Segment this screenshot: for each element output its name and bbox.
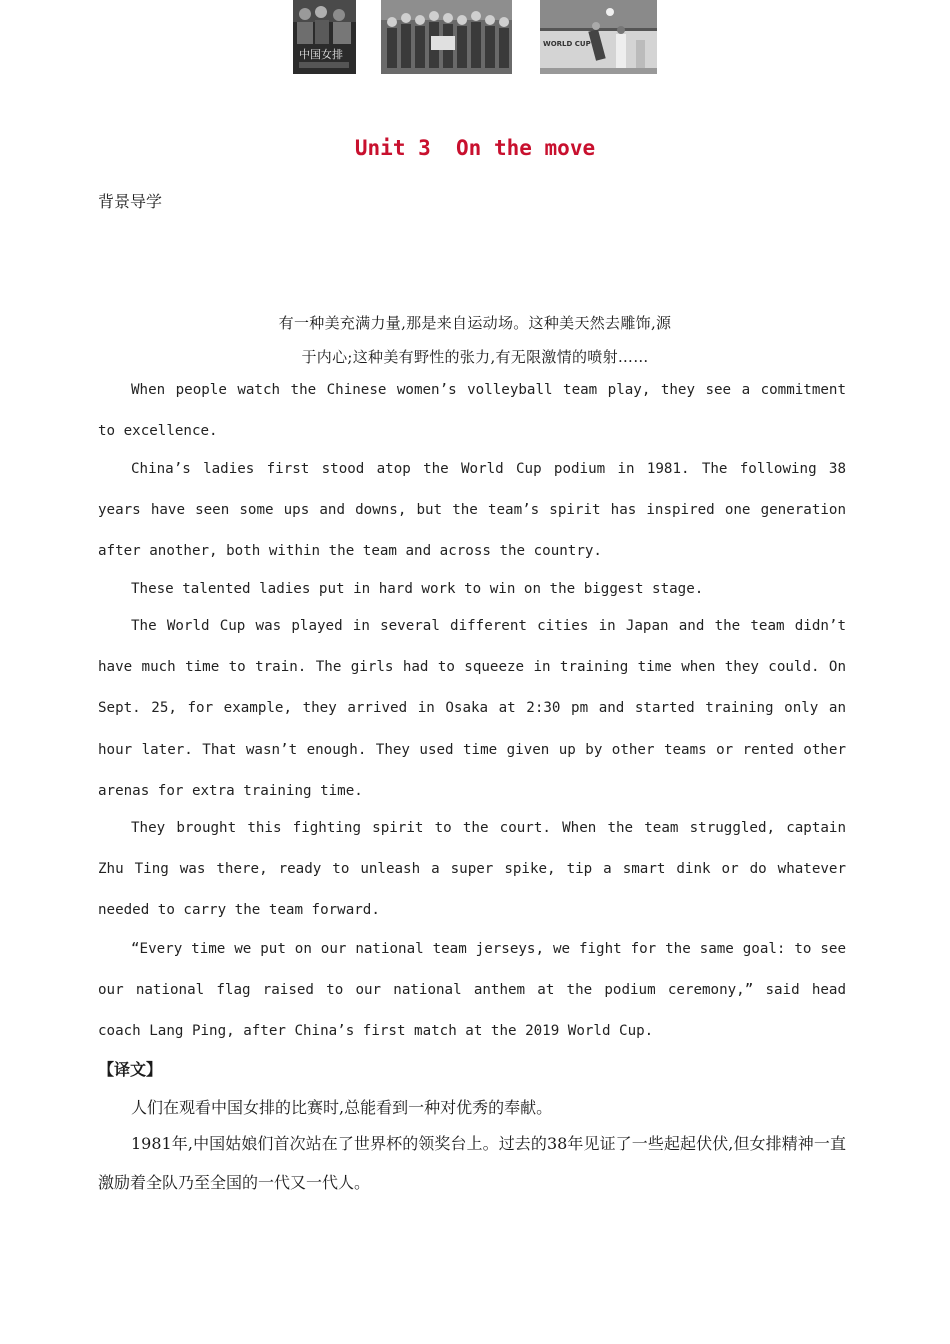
team-podium-photo [381,0,512,74]
photo-caption-line-1: 有一种美充满力量,那是来自运动场。这种美天然去雕饰,源 [278,314,672,332]
english-paragraph: China’s ladies first stood atop the World Cup podium in 1981. The following 38 years have seen some ups and downs, but the team’s spirit has inspired one generation after another, both within the team and across the country. [98,461,846,560]
volleyball-team-celebration-photo [293,0,356,74]
photo-overlay-text: 中国女排 [299,48,343,61]
english-paragraph: When people watch the Chinese women’s volleyball team play, they see a commitment to excellence. [98,382,846,440]
english-paragraph: They brought this fighting spirit to the court. When the team struggled, captain Zhu Ting was there, ready to unleash a super spike, tip a smart dink or do whatever needed to carry the team forward. [98,820,846,919]
world-cup-match-photo [540,0,657,74]
page-title: Unit 3 On the move [354,136,596,160]
section-label: 背景导学 [98,192,163,211]
chinese-paragraph: 人们在观看中国女排的比赛时,总能看到一种对优秀的奉献。 [131,1098,553,1117]
translation-marker: 【译文】 [98,1060,163,1079]
chinese-paragraph: 1981年,中国姑娘们首次站在了世界杯的领奖台上。过去的38年见证了一些起起伏伏,但女排精神一直激励着全队乃至全国的一代又一代人。 [98,1134,846,1192]
english-paragraph: These talented ladies put in hard work to win on the biggest stage. [131,581,704,597]
english-paragraph: “Every time we put on our national team jerseys, we fight for the same goal: to see our national flag raised to our national anthem at the podium ceremony,” said head coach Lang Ping, after China’s first match at the 2019 World Cup. [98,941,846,1040]
english-paragraph: The World Cup was played in several different cities in Japan and the team didn’t have much time to train. The girls had to squeeze in training time when they could. On Sept. 25, for example, they arrived in Osaka at 2:30 pm and started training only an hour later. That wasn’t enough. They used time given up by other teams or rented other arenas for extra training time. [98,618,846,799]
photo-caption-line-2: 于内心;这种美有野性的张力,有无限激情的喷射…… [301,348,649,366]
photo-overlay-text: WORLD CUP [543,40,591,48]
